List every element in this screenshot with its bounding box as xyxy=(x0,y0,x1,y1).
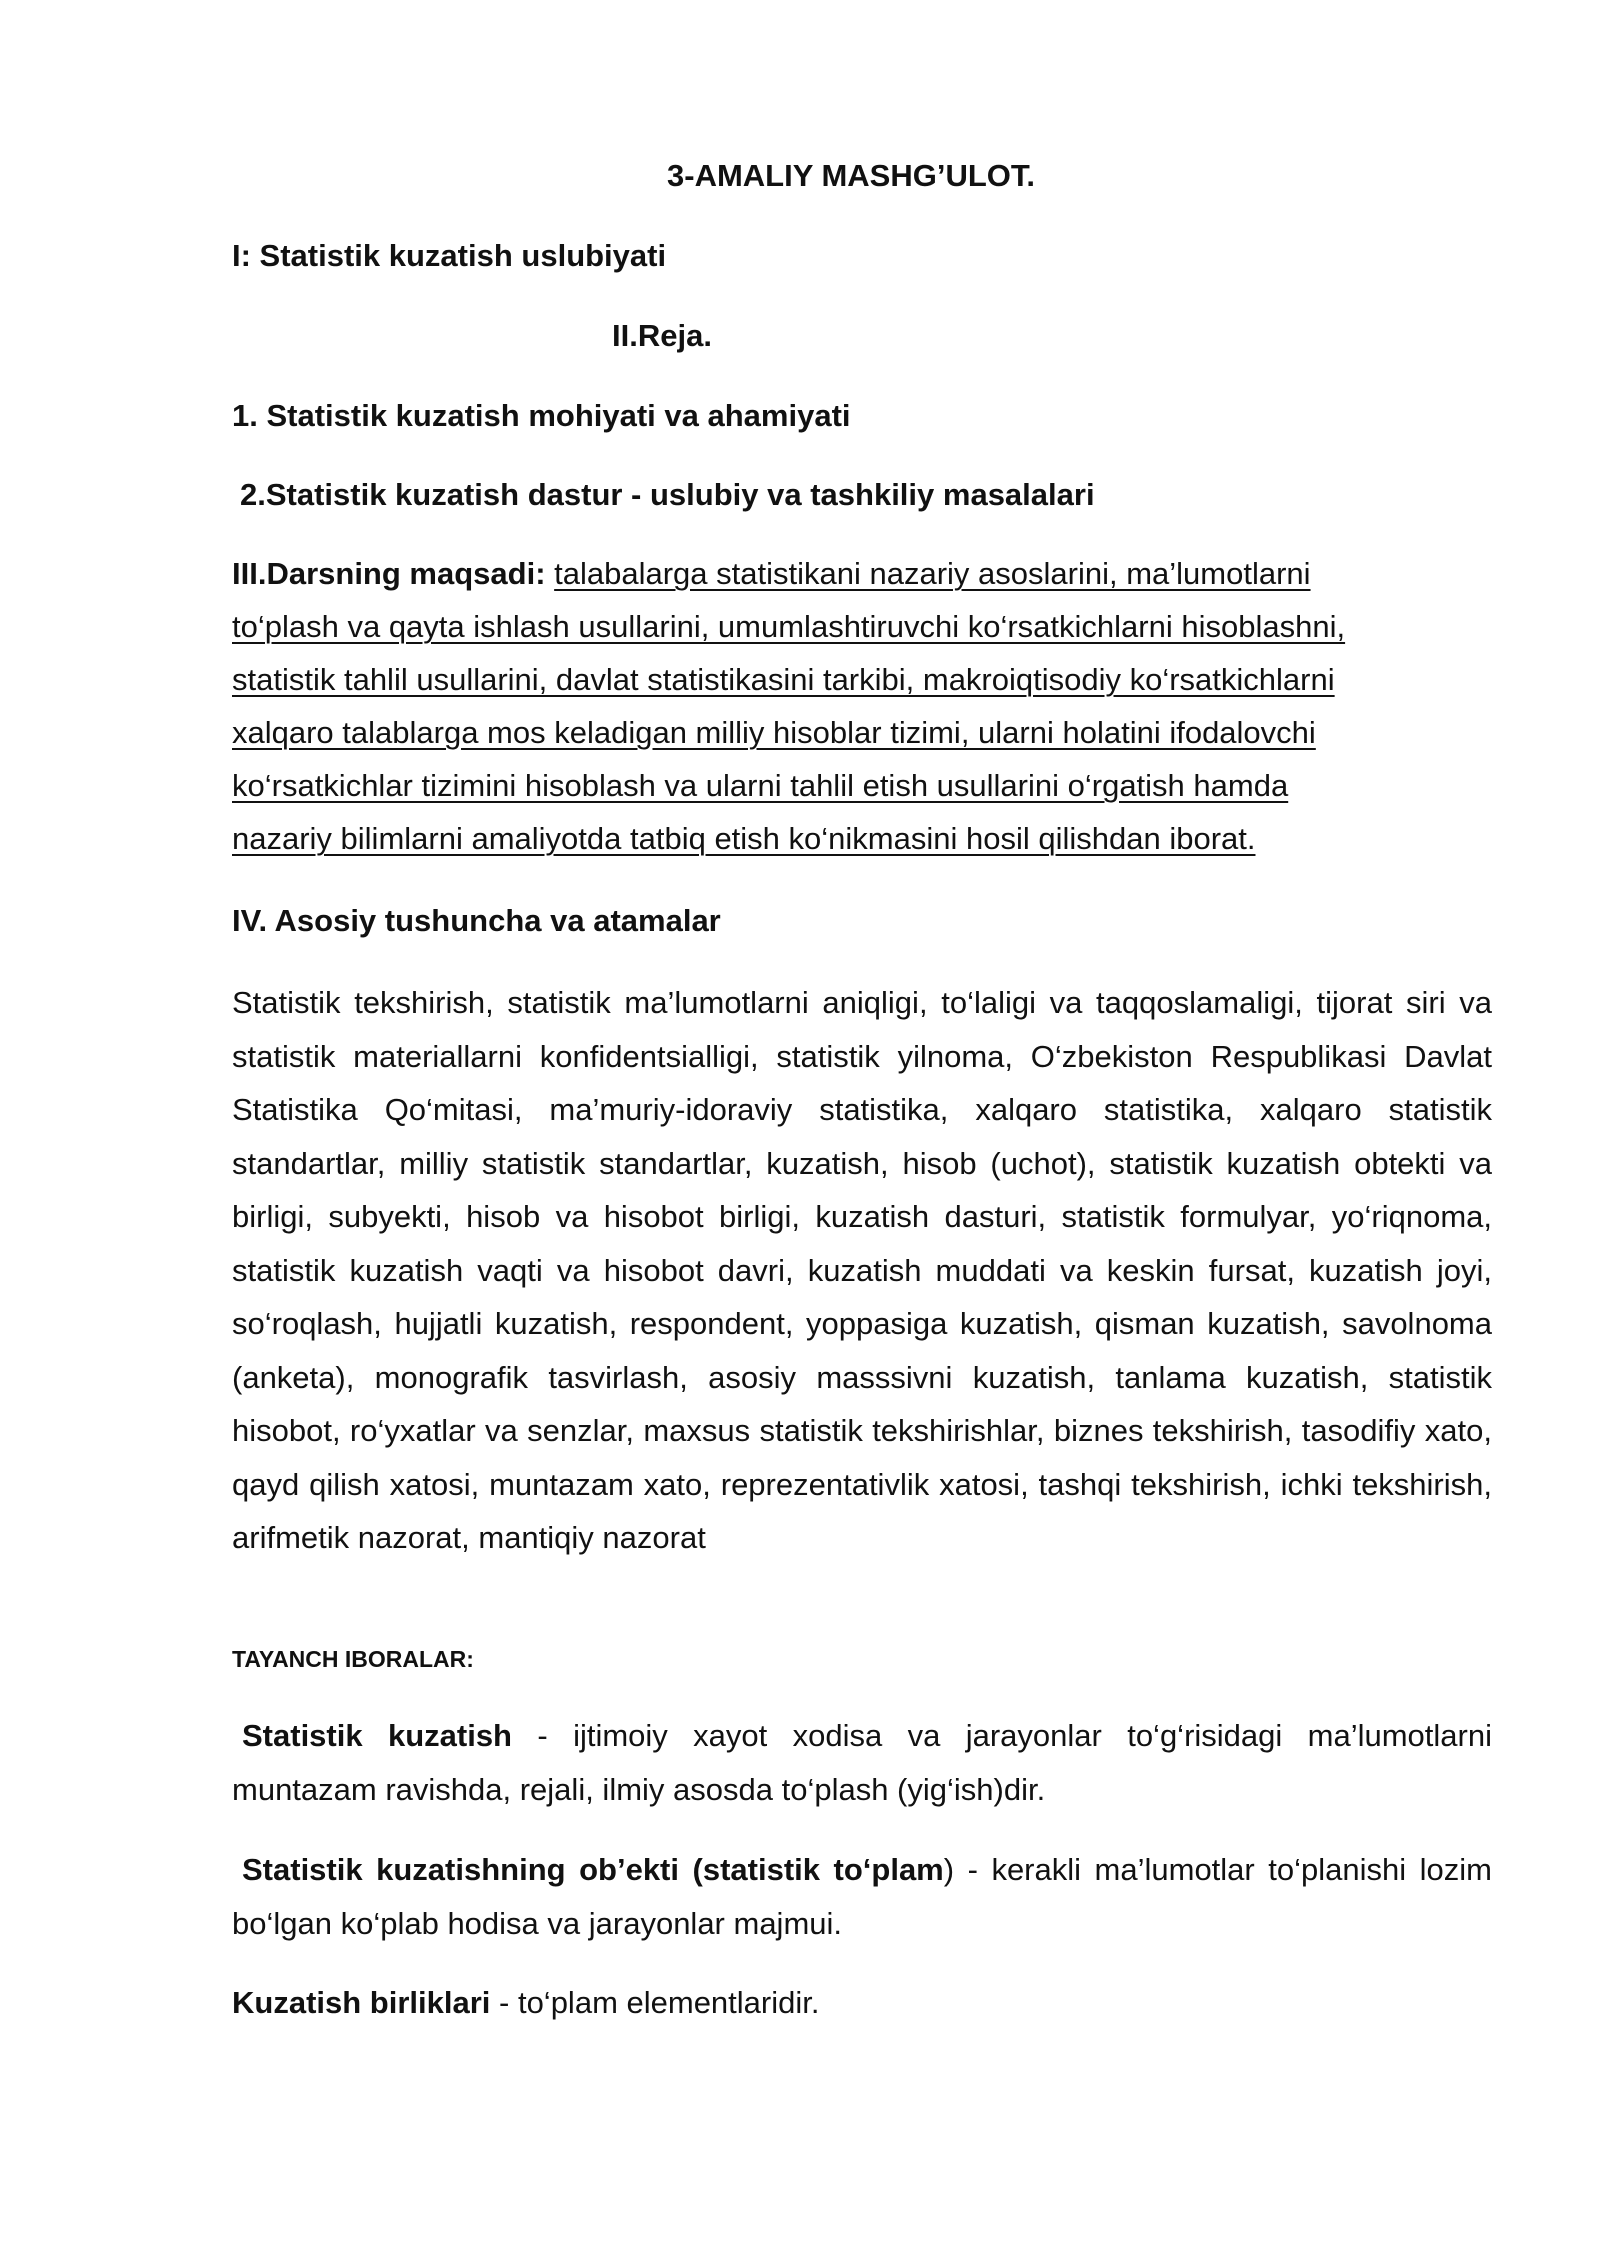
definition-term: Statistik kuzatish xyxy=(242,1718,512,1753)
goal-line: xalqaro talablarga mos keladigan milliy hisoblar tizimi, ularni holatini ifodalovchi xyxy=(232,715,1316,750)
definition-text: ) - kerakli ma’lumotlar to‘planishi lozim bo‘lgan ko‘plab hodisa va jarayonlar majmui. xyxy=(232,1852,1492,1941)
definition-statistik-kuzatish xyxy=(232,1709,1492,1816)
goal-line: statistik tahlil usullarini, davlat statistikasini tarkibi, makroiqtisodiy ko‘rsatkichlarni xyxy=(232,662,1335,697)
definition-text: - to‘plam elementlaridir. xyxy=(490,1985,820,2020)
goal-line: to‘plash va qayta ishlash usullarini, umumlashtiruvchi ko‘rsatkichlarni hisoblashni, xyxy=(232,609,1346,644)
goal-line: nazariy bilimlarni amaliyotda tatbiq etish ko‘nikmasini hosil qilishdan iborat. xyxy=(232,821,1256,856)
concepts-heading: IV. Asosiy tushuncha va atamalar xyxy=(232,903,721,938)
definition-text: - ijtimoiy xayot xodisa va jarayonlar to‘g‘risidagi ma’lumotlarni muntazam ravishda, rejali, ilmiy asosda to‘plash (yig‘ish)dir. xyxy=(232,1718,1492,1807)
goal-label: III.Darsning maqsadi: xyxy=(232,556,546,591)
key-phrases-heading: TAYANCH IBORALAR: xyxy=(232,1646,474,1672)
definition-term: Kuzatish birliklari xyxy=(232,1985,491,2020)
goal-line: ko‘rsatkichlar tizimini hisoblash va ularni tahlil etish usullarini o‘rgatish hamda xyxy=(232,768,1289,803)
definition-kuzatish-obekti xyxy=(232,1843,1492,1950)
concepts-paragraph: Statistik tekshirish, statistik ma’lumotlarni aniqligi, to‘laligi va taqqoslamaligi, tijorat siri va statistik materiallarni konfidentsialligi, statistik yilnoma, O‘zbekiston Respublikasi Davlat Statistika Qo‘mitasi, ma’muriy-idoraviy statistika, xalqaro statistika, xalqaro statistik standartlar, milliy statistik standartlar, kuzatish, hisob (uchot), statistik kuzatish obtekti va birligi, subyekti, hisob va hisobot birligi, kuzatish dasturi, statistik formulyar, yo‘riqnoma, statistik kuzatish vaqti va hisobot davri, kuzatish muddati va keskin fursat, kuzatish joyi, so‘roqlash, hujjatli kuzatish, respondent, yoppasiga kuzatish, qisman kuzatish, savolnoma (anketa), monografik tasvirlash, asosiy masssivni kuzatish, tanlama kuzatish, statistik hisobot, ro‘yxatlar va senzlar, maxsus statistik tekshirishlar, biznes tekshirish, tasodifiy xato, qayd qilish xatosi, muntazam xato, reprezentativlik xatosi, tashqi tekshirish, ichki tekshirish, arifmetik nazorat, mantiqiy nazorat xyxy=(232,985,1492,1555)
definition-kuzatish-birliklari xyxy=(232,1976,1492,2030)
plan-heading: II.Reja. xyxy=(612,318,712,353)
goal-line: talabalarga statistikani nazariy asoslarini, ma’lumotlarni xyxy=(554,556,1311,591)
plan-item-1: 1. Statistik kuzatish mohiyati va ahamiyati xyxy=(232,398,851,433)
goal-paragraph xyxy=(232,547,1492,865)
document-title: 3-AMALIY MASHG’ULOT. xyxy=(667,158,1035,193)
topic-line: I: Statistik kuzatish uslubiyati xyxy=(232,238,667,273)
definition-term: Statistik kuzatishning ob’ekti (statistik to‘plam xyxy=(242,1852,944,1887)
plan-item-2: 2.Statistik kuzatish dastur - uslubiy va tashkiliy masalalari xyxy=(240,477,1095,512)
